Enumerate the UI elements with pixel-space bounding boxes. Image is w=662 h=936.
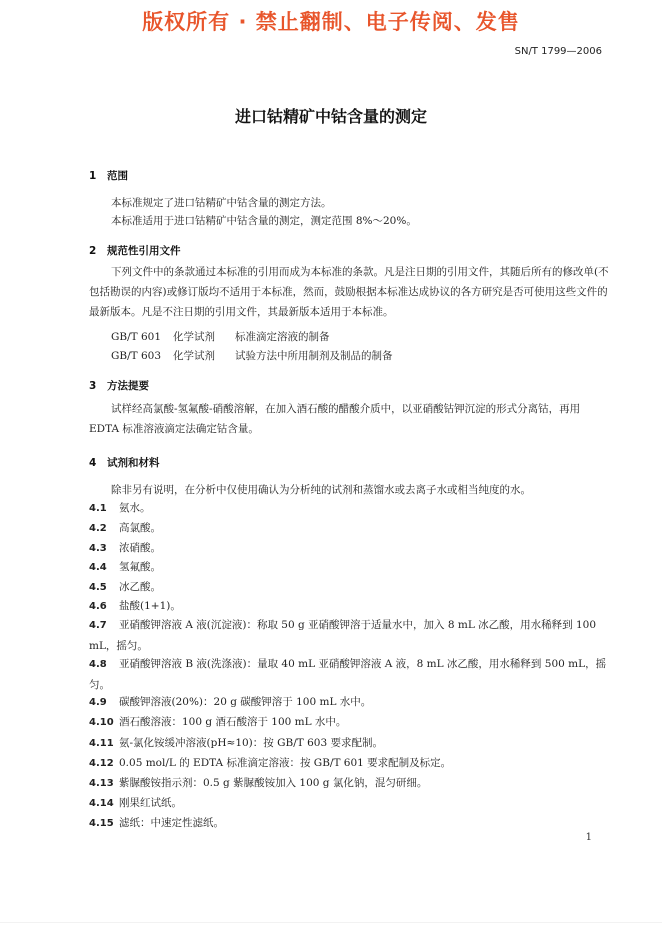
item-text: 浓硝酸。 (119, 542, 161, 554)
item-text: 亚硝酸钾溶液 B 液(洗涤液)：量取 40 mL 亚硝酸钾溶液 A 液，8 mL 冰乙酸，用水稀释到 500 mL，摇匀。 (89, 658, 607, 691)
list-item (89, 712, 609, 733)
section-3-para-text: 试样经高氯酸-氢氟酸-硝酸溶解，在加入酒石酸的醋酸介质中，以亚硝酸钴钾沉淀的形式分离钴，再用 EDTA 标准溶液滴定法确定钴含量。 (89, 403, 581, 435)
list-item (89, 733, 609, 754)
item-text: 滤纸：中速定性滤纸。 (119, 817, 224, 829)
item-number: 4.12 (89, 758, 114, 769)
section-2-para (89, 262, 609, 322)
section-3-heading (89, 378, 149, 393)
item-text: 氢氟酸。 (119, 561, 161, 573)
item-text: 高氯酸。 (119, 522, 161, 534)
section-1-para-1: 本标准规定了进口钴精矿中钴含量的测定方法。 (111, 197, 332, 209)
item-number: 4.14 (89, 798, 114, 809)
item-number: 4.6 (89, 601, 107, 612)
reference-2 (111, 348, 393, 363)
standard-code: SN/T 1799—2006 (514, 46, 602, 57)
reference-1 (111, 329, 330, 344)
page-number: 1 (585, 832, 592, 843)
page-title: 进口钴精矿中钴含量的测定 (234, 107, 427, 126)
reference-category: 化学试剂 (173, 331, 215, 343)
item-number: 4.7 (89, 620, 107, 631)
section-4-heading (89, 455, 160, 470)
list-item (89, 692, 609, 713)
item-number: 4.11 (89, 738, 114, 749)
list-item (89, 793, 609, 814)
reference-category: 化学试剂 (173, 350, 215, 362)
item-number: 4.9 (89, 697, 107, 708)
list-item (89, 596, 609, 617)
list-item (89, 773, 609, 794)
reference-title: 标准滴定溶液的制备 (235, 331, 330, 343)
copyright-banner: 版权所有 · 禁止翻制、电子传阅、发售 (142, 10, 520, 34)
item-number: 4.3 (89, 543, 107, 554)
item-number: 4.13 (89, 778, 114, 789)
section-number: 4 (89, 457, 97, 469)
section-number: 1 (89, 170, 97, 182)
item-text: 碳酸钾溶液(20%)：20 g 碳酸钾溶于 100 mL 水中。 (119, 696, 372, 708)
list-item (89, 654, 609, 695)
section-number: 2 (89, 245, 97, 257)
item-text: 氨水。 (119, 502, 151, 514)
item-number: 4.15 (89, 818, 114, 829)
item-number: 4.1 (89, 503, 107, 514)
item-number: 4.5 (89, 582, 107, 593)
item-text: 盐酸(1+1)。 (119, 600, 181, 612)
section-title: 试剂和材料 (107, 457, 160, 469)
list-item (89, 498, 609, 519)
list-item (89, 518, 609, 539)
section-3-para (89, 399, 609, 439)
section-number: 3 (89, 380, 97, 392)
section-title: 方法提要 (107, 380, 149, 392)
reference-title: 试验方法中所用制剂及制品的制备 (235, 350, 393, 362)
item-text: 0.05 mol/L 的 EDTA 标准滴定溶液：按 GB/T 601 要求配制及标定。 (119, 757, 452, 769)
reference-code: GB/T 603 (111, 350, 162, 362)
list-item (89, 813, 609, 834)
item-number: 4.10 (89, 717, 114, 728)
item-text: 氨-氯化铵缓冲溶液(pH≈10)：按 GB/T 603 要求配制。 (119, 737, 383, 749)
list-item (89, 753, 609, 774)
divider (0, 922, 662, 923)
list-item (89, 577, 609, 598)
item-number: 4.2 (89, 523, 107, 534)
item-text: 亚硝酸钾溶液 A 液(沉淀液)：称取 50 g 亚硝酸钾溶于适量水中，加入 8 mL 冰乙酸，用水稀释到 100 mL，摇匀。 (89, 619, 597, 652)
section-4-para: 除非另有说明，在分析中仅使用确认为分析纯的试剂和蒸馏水或去离子水或相当纯度的水。 (111, 484, 531, 496)
item-text: 刚果红试纸。 (119, 797, 182, 809)
section-2-para-text: 下列文件中的条款通过本标准的引用而成为本标准的条款。凡是注日期的引用文件，其随后所有的修改单(不包括勘误的内容)或修订版均不适用于本标准，然而，鼓励根据本标准达成协议的各方研究是否可使用这些文件的最新版本。凡是不注日期的引用文件，其最新版本适用于本标准。 (89, 266, 609, 318)
item-text: 冰乙酸。 (119, 581, 161, 593)
section-title: 范围 (107, 170, 128, 182)
section-2-heading (89, 243, 181, 258)
section-1-para-2: 本标准适用于进口钴精矿中钴含量的测定，测定范围 8%～20%。 (111, 215, 417, 227)
item-number: 4.4 (89, 562, 107, 573)
section-title: 规范性引用文件 (107, 245, 181, 257)
reference-code: GB/T 601 (111, 331, 162, 343)
list-item (89, 538, 609, 559)
item-text: 酒石酸溶液：100 g 酒石酸溶于 100 mL 水中。 (119, 716, 347, 728)
list-item (89, 557, 609, 578)
item-number: 4.8 (89, 659, 107, 670)
list-item (89, 615, 609, 656)
section-1-heading (89, 168, 128, 183)
item-text: 紫脲酸铵指示剂：0.5 g 紫脲酸铵加入 100 g 氯化钠，混匀研细。 (119, 777, 428, 789)
